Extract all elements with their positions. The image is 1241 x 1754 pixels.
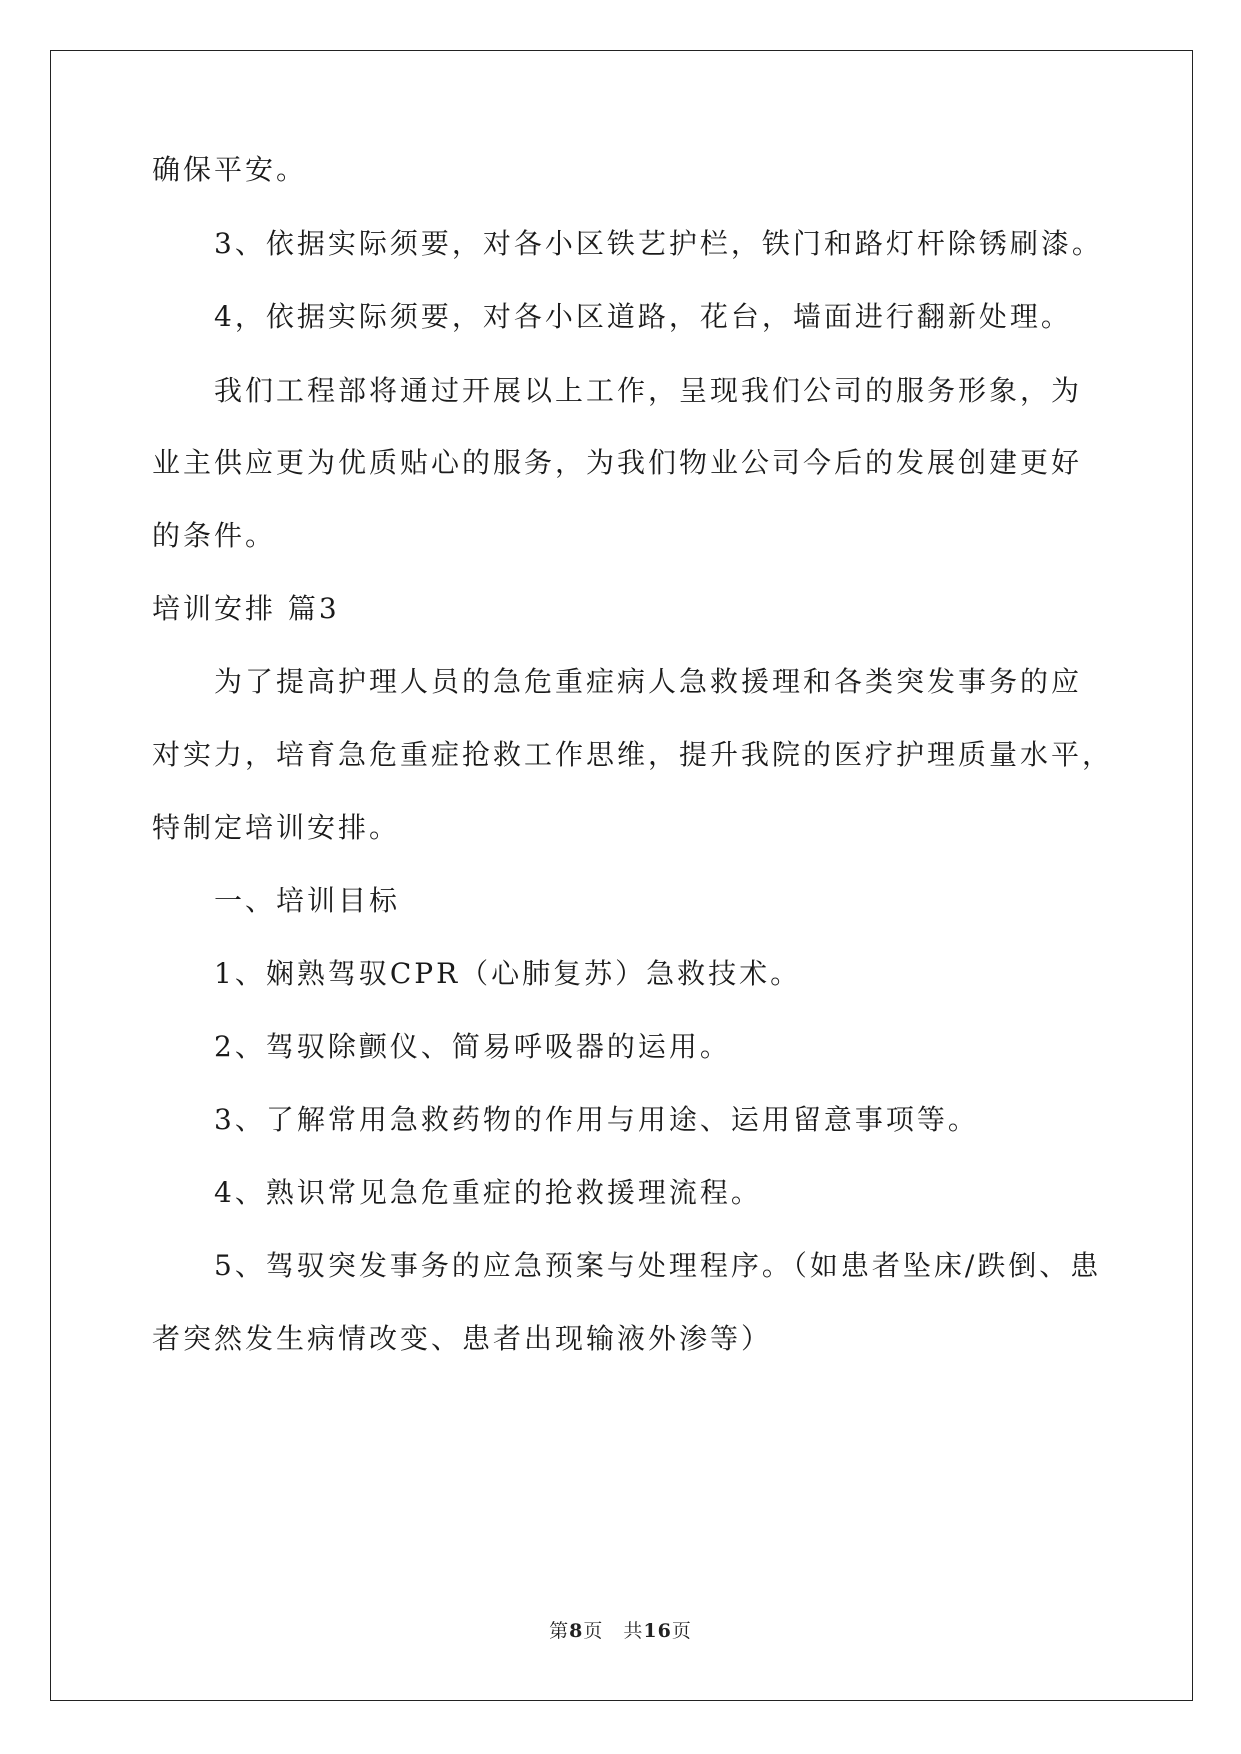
page-total: 16: [643, 1620, 672, 1642]
paragraph-line: 3、依据实际须要，对各小区铁艺护栏，铁门和路灯杆除锈刷漆。: [214, 227, 1103, 260]
page-prefix: 第: [549, 1620, 570, 1642]
page-footer: [0, 1616, 1241, 1643]
list-item: 4、熟识常见急危重症的抢救援理流程。: [214, 1176, 762, 1209]
paragraph-line: 为了提高护理人员的急危重症病人急救援理和各类突发事务的应: [214, 665, 1083, 698]
list-item: 2、驾驭除颤仪、简易呼吸器的运用。: [214, 1030, 731, 1063]
page-current: 8: [569, 1620, 584, 1642]
paragraph-line: 我们工程部将通过开展以上工作，呈现我们公司的服务形象，为: [214, 374, 1083, 407]
subheading: 一、培训目标: [214, 884, 401, 917]
list-item: 5、驾驭突发事务的应急预案与处理程序。（如患者坠床/跌倒、患: [214, 1249, 1102, 1282]
paragraph-line: 特制定培训安排。: [152, 811, 401, 844]
paragraph-line: 业主供应更为优质贴心的服务，为我们物业公司今后的发展创建更好: [152, 446, 1083, 479]
list-item-continuation: 者突然发生病情改变、患者出现输液外渗等）: [152, 1322, 773, 1355]
paragraph-line: 4，依据实际须要，对各小区道路，花台，墙面进行翻新处理。: [214, 300, 1072, 333]
paragraph-line: 确保平安。: [152, 153, 308, 186]
list-item: 3、了解常用急救药物的作用与用途、运用留意事项等。: [214, 1103, 979, 1136]
paragraph-line: 的条件。: [152, 519, 277, 552]
page-mid: 页 共: [583, 1620, 644, 1642]
paragraph-line: 对实力，培育急危重症抢救工作思维，提升我院的医疗护理质量水平，: [152, 738, 1114, 771]
page-suffix: 页: [671, 1620, 692, 1642]
list-item: 1、娴熟驾驭CPR（心肺复苏）急救技术。: [214, 957, 802, 990]
section-heading: 培训安排 篇3: [152, 592, 340, 625]
